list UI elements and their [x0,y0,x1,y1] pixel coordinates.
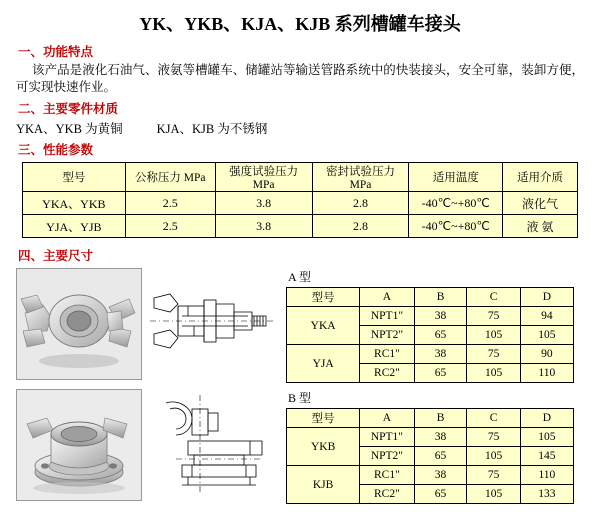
dimB-r2-b: 38 [414,466,467,485]
dimA-r3-a: RC2" [360,364,414,383]
dimA-model-yka: YKA [287,307,360,345]
table-header-row [23,163,578,192]
perf-r0-medium: 液化气 [502,192,577,215]
table-row [287,466,574,485]
material-left: YKA、YKB 为黄铜 [16,122,123,136]
perf-r0-model: YKA、YKB [23,192,126,215]
dimB-col-model: 型号 [287,409,360,428]
section-heading-material: 二、主要零件材质 [18,102,119,116]
perf-r1-seal: 2.8 [312,215,409,238]
dimB-r0-c: 75 [467,428,520,447]
material-right: KJA、KJB 为不锈钢 [156,122,268,136]
perf-r0-strength: 3.8 [215,192,312,215]
type-label-a: A 型 [288,270,312,284]
table-header-row [287,409,574,428]
dimB-col-c: C [467,409,520,428]
perf-r1-model: YJA、YJB [23,215,126,238]
dimB-r1-b: 65 [414,447,467,466]
table-row [23,215,578,238]
dimension-block-b [16,389,586,504]
dimB-r3-c: 105 [467,485,520,504]
dimA-r2-a: RC1" [360,345,414,364]
dimA-r0-a: NPT1" [360,307,414,326]
type-label-b: B 型 [288,391,312,405]
dimA-r1-a: NPT2" [360,326,414,345]
dimB-r1-a: NPT2" [360,447,414,466]
material-line [16,119,600,137]
type-column-b [286,389,576,504]
dimA-col-c: C [467,288,520,307]
features-body [16,62,584,96]
dimB-r3-a: RC2" [360,485,414,504]
table-row [287,345,574,364]
dimA-model-yja: YJA [287,345,360,383]
technical-drawing-a [148,268,278,378]
dimA-r1-d: 105 [520,326,573,345]
dimA-r0-b: 38 [414,307,467,326]
document-page [0,10,600,526]
table-row [287,428,574,447]
dimB-r2-c: 75 [467,466,520,485]
dimB-col-b: B [414,409,467,428]
product-photo-a [16,268,142,380]
dimA-col-b: B [414,288,467,307]
dimA-r3-c: 105 [467,364,520,383]
dimB-r0-d: 105 [520,428,573,447]
section-heading-performance: 三、性能参数 [18,143,94,157]
perf-col-nominal-pressure: 公称压力 MPa [125,163,215,192]
technical-drawing-b [148,389,278,499]
dimB-r2-d: 110 [520,466,573,485]
dimB-col-a: A [360,409,414,428]
dimB-col-d: D [520,409,573,428]
dimB-r1-c: 105 [467,447,520,466]
section-heading-dimensions: 四、主要尺寸 [18,249,94,263]
dimB-r0-b: 38 [414,428,467,447]
dimB-r1-d: 145 [520,447,573,466]
dimA-r3-b: 65 [414,364,467,383]
type-column-a [286,268,576,383]
page-title: YK、YKB、KJA、KJB 系列槽罐车接头 [139,14,461,34]
dimB-model-kjb: KJB [287,466,360,504]
perf-r1-strength: 3.8 [215,215,312,238]
perf-r1-nominal: 2.5 [125,215,215,238]
performance-table [22,162,578,238]
perf-r0-seal: 2.8 [312,192,409,215]
dimB-model-ykb: YKB [287,428,360,466]
dimB-r3-b: 65 [414,485,467,504]
dimA-r1-c: 105 [467,326,520,345]
dimension-table-b [286,408,574,504]
dimension-table-a [286,287,574,383]
dimA-r2-c: 75 [467,345,520,364]
perf-r1-temp: -40℃~+80℃ [409,215,502,238]
dimA-col-model: 型号 [287,288,360,307]
perf-r1-medium: 液 氨 [502,215,577,238]
dimA-r2-b: 38 [414,345,467,364]
dimB-r3-d: 133 [520,485,573,504]
perf-col-temperature: 适用温度 [409,163,502,192]
dimA-r0-c: 75 [467,307,520,326]
perf-col-seal-test: 密封试验压力 MPa [312,163,409,192]
table-row [23,192,578,215]
features-text: 该产品是液化石油气、液氨等槽罐车、储罐站等输送管路系统中的快装接头，安全可靠，装卸方便，可实现快速作业。 [16,63,584,94]
table-row [287,307,574,326]
perf-r0-nominal: 2.5 [125,192,215,215]
perf-r0-temp: -40℃~+80℃ [409,192,502,215]
perf-col-medium: 适用介质 [502,163,577,192]
dimA-r1-b: 65 [414,326,467,345]
table-header-row [287,288,574,307]
perf-col-model: 型号 [23,163,126,192]
dimA-col-d: D [520,288,573,307]
dimB-r0-a: NPT1" [360,428,414,447]
dimension-block-a [16,268,586,383]
dimB-r2-a: RC1" [360,466,414,485]
dimA-r2-d: 90 [520,345,573,364]
dimA-r3-d: 110 [520,364,573,383]
perf-col-strength-test: 强度试验压力 MPa [215,163,312,192]
dimA-r0-d: 94 [520,307,573,326]
section-heading-features: 一、功能特点 [18,45,94,59]
figures-area [16,268,586,504]
product-photo-b [16,389,142,501]
dimA-col-a: A [360,288,414,307]
